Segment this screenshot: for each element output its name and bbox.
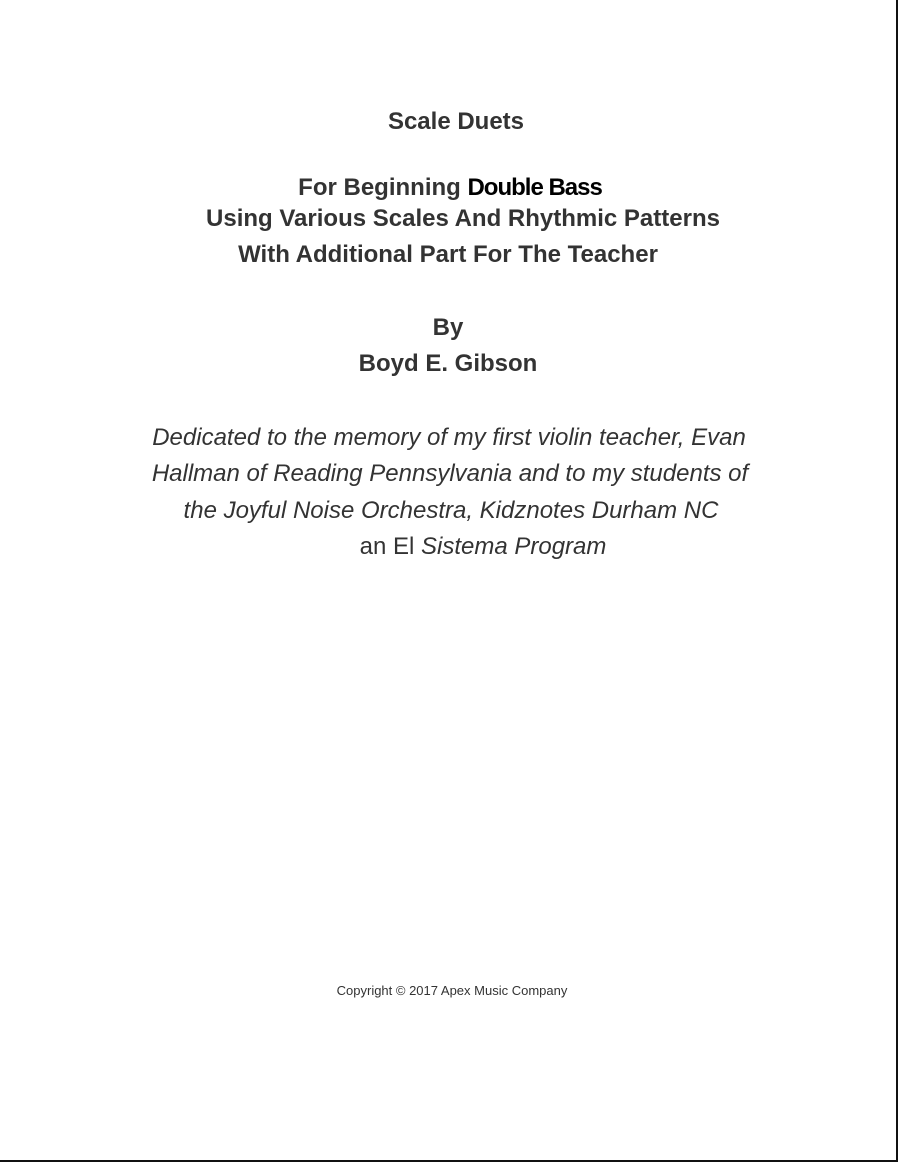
dedication-line-4 [0, 533, 900, 561]
subtitle-prefix: For Beginning [298, 174, 468, 201]
document-title: Scale Duets [387, 108, 525, 135]
subtitle-line-2: Using Various Scales And Rhythmic Patterns [206, 205, 720, 232]
dedication-line-2: Hallman of Reading Pennsylvania and to my students of [151, 460, 749, 487]
dedication-line-4-prefix: an El [359, 533, 421, 560]
author-name: Boyd E. Gibson [358, 350, 538, 377]
copyright-notice: Copyright © 2017 Apex Music Company [336, 983, 568, 998]
subtitle-line-1 [0, 174, 900, 202]
dedication-line-4-italic: Sistema Program [420, 533, 607, 560]
dedication-line-3: the Joyful Noise Orchestra, Kidznotes Durham NC [183, 497, 719, 524]
dedication-line-1: Dedicated to the memory of my first violin teacher, Evan [152, 424, 746, 451]
instrument-name: Double Bass [467, 174, 602, 201]
subtitle-line-3: With Additional Part For The Teacher [238, 241, 658, 268]
by-label: By [432, 314, 464, 341]
